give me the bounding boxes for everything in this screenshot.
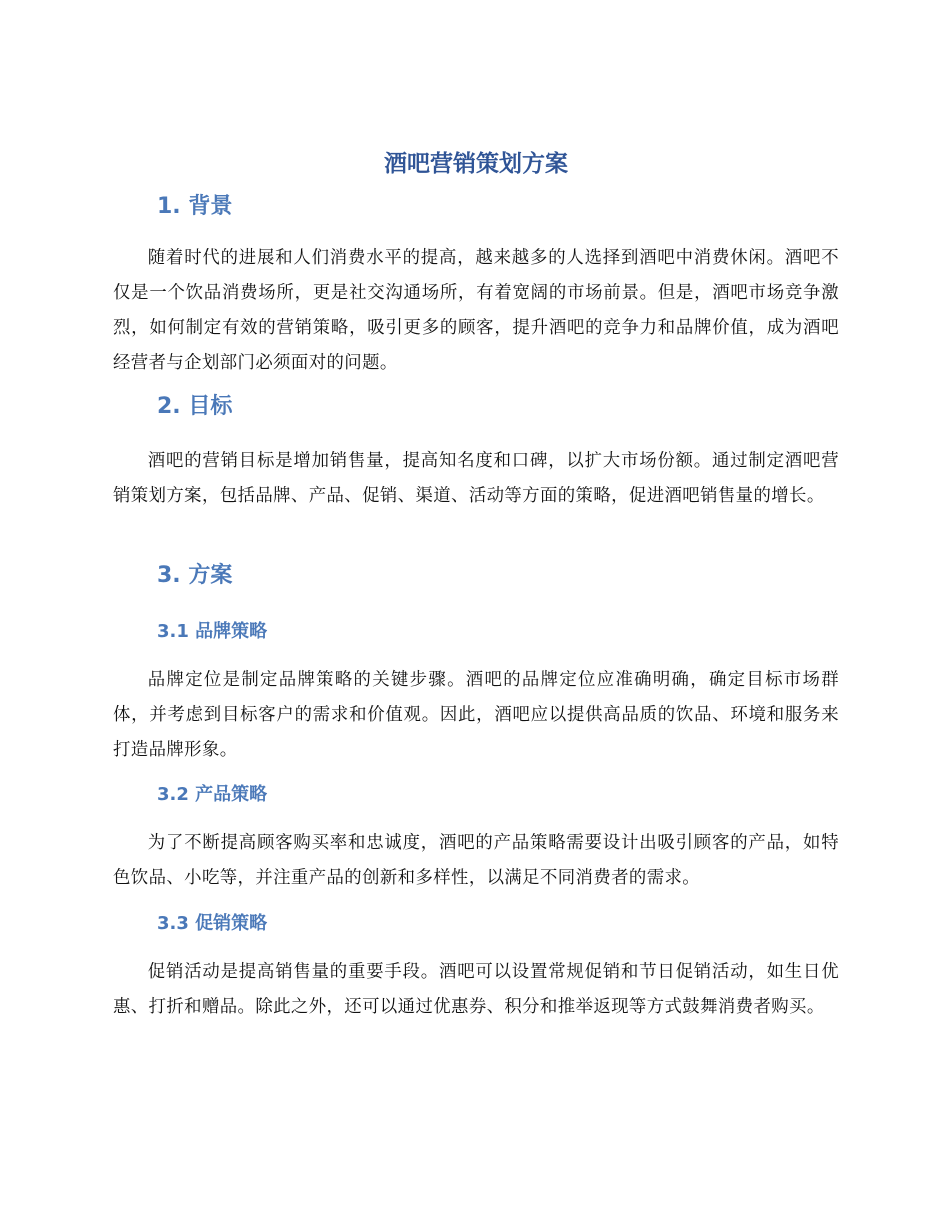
subsection-heading-promotion: 3.3 促销策略 [157,913,268,934]
subsection-body-product: 为了不断提高顾客购买率和忠诚度，酒吧的产品策略需要设计出吸引顾客的产品，如特色饮品、小吃等，并注重产品的创新和多样性，以满足不同消费者的需求。 [113,833,839,888]
subsection-body-brand: 品牌定位是制定品牌策略的关键步骤。酒吧的品牌定位应准确明确，确定目标市场群体，并考虑到目标客户的需求和价值观。因此，酒吧应以提供高品质的饮品、环境和服务来打造品牌形象。 [113,670,839,760]
section-heading-goal: 2. 目标 [157,394,233,419]
section-body-goal: 酒吧的营销目标是增加销售量，提高知名度和口碑，以扩大市场份额。通过制定酒吧营销策划方案，包括品牌、产品、促销、渠道、活动等方面的策略，促进酒吧销售量的增长。 [113,451,839,506]
subsection-heading-brand: 3.1 品牌策略 [157,621,268,642]
subsection-heading-product: 3.2 产品策略 [157,784,268,805]
section-heading-background: 1. 背景 [157,194,233,219]
section-body-background: 随着时代的进展和人们消费水平的提高，越来越多的人选择到酒吧中消费休闲。酒吧不仅是一个饮品消费场所，更是社交沟通场所，有着宽阔的市场前景。但是，酒吧市场竞争激烈，如何制定有效的营销策略，吸引更多的顾客，提升酒吧的竞争力和品牌价值，成为酒吧经营者与企划部门必须面对的问题。 [113,248,839,373]
document-title: 酒吧营销策划方案 [384,151,568,177]
subsection-body-promotion: 促销活动是提高销售量的重要手段。酒吧可以设置常规促销和节日促销活动，如生日优惠、打折和赠品。除此之外，还可以通过优惠券、积分和推举返现等方式鼓舞消费者购买。 [113,962,839,1017]
section-heading-plan: 3. 方案 [157,563,233,588]
